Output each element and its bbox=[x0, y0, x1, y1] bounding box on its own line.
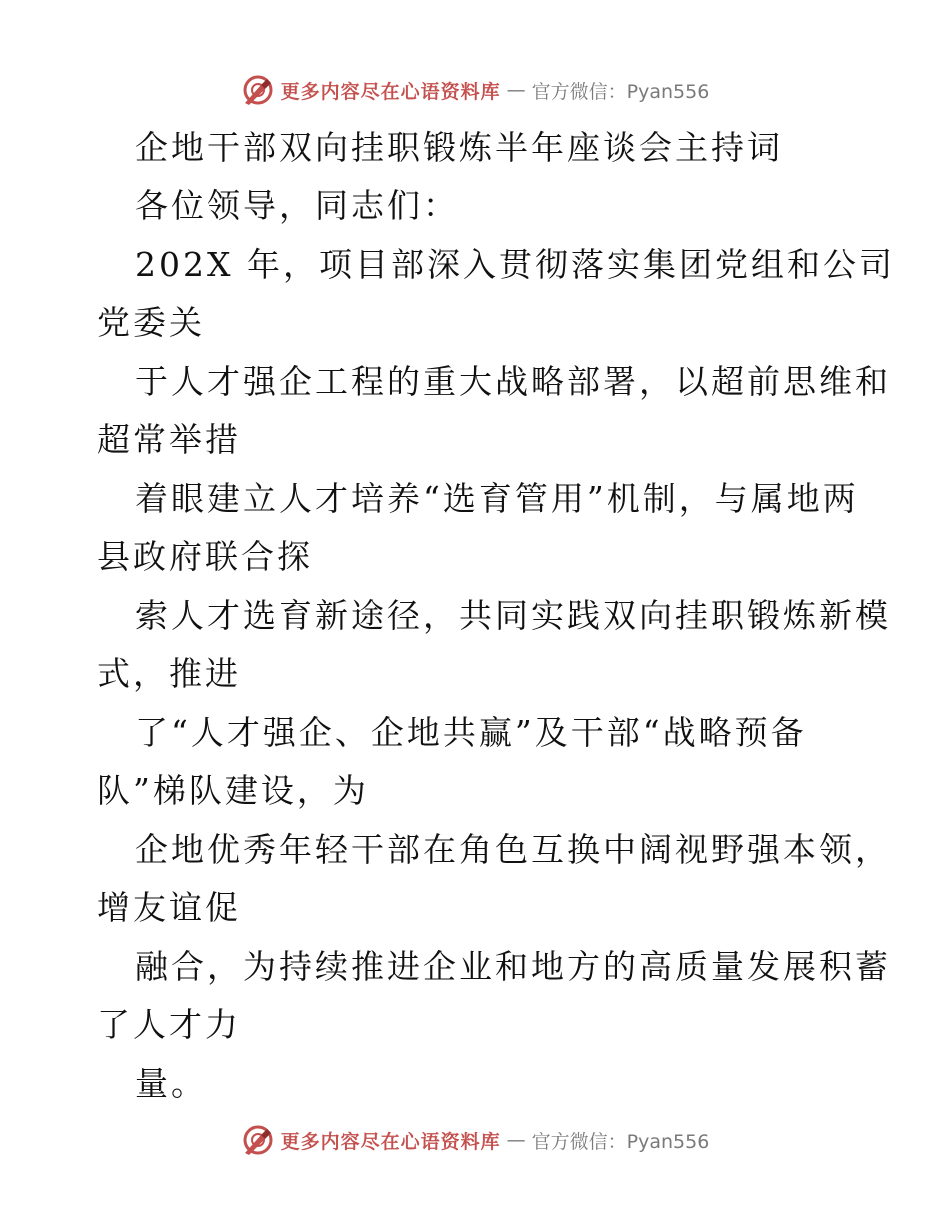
paragraph-line: 队”梯队建设，为 bbox=[97, 771, 369, 810]
paragraph-line: 了“人才强企、企地共赢”及干部“战略预备 bbox=[135, 713, 807, 752]
header-dash: — bbox=[506, 79, 526, 101]
paragraph-line: 着眼建立人才培养“选育管用”机制，与属地两 bbox=[135, 479, 859, 518]
paragraph-line: 量。 bbox=[135, 1064, 207, 1103]
document-title: 企地干部双向挂职锻炼半年座谈会主持词 bbox=[135, 128, 783, 167]
paragraph-line: 超常举措 bbox=[97, 420, 241, 459]
paragraph-line: 融合，为持续推进企业和地方的高质量发展积蓄 bbox=[135, 947, 891, 986]
footer-brand-text: 更多内容尽在心语资料库 bbox=[280, 1130, 501, 1153]
pen-logo-icon bbox=[241, 1123, 275, 1157]
paragraph-line: 索人才选育新途径，共同实践双向挂职锻炼新模 bbox=[135, 596, 891, 635]
paragraph-line: 党委关 bbox=[97, 303, 205, 342]
paragraph-line: 县政府联合探 bbox=[97, 537, 313, 576]
paragraph-line: 式，推进 bbox=[97, 654, 241, 693]
header-brand-text: 更多内容尽在心语资料库 bbox=[280, 80, 501, 103]
salutation: 各位领导，同志们： bbox=[135, 186, 459, 225]
header-banner bbox=[0, 70, 950, 110]
footer-banner bbox=[0, 1120, 950, 1160]
footer-dash: — bbox=[506, 1129, 526, 1151]
paragraph-line: 202X 年，项目部深入贯彻落实集团党组和公司 bbox=[135, 245, 895, 284]
paragraph-line: 了人才力 bbox=[97, 1005, 241, 1044]
header-wechat-text: 官方微信：Pyan556 bbox=[531, 80, 710, 103]
paragraph-line: 增友谊促 bbox=[97, 888, 241, 927]
pen-logo-icon bbox=[241, 73, 275, 107]
paragraph-line: 于人才强企工程的重大战略部署，以超前思维和 bbox=[135, 362, 891, 401]
paragraph-line: 企地优秀年轻干部在角色互换中阔视野强本领， bbox=[135, 830, 891, 869]
footer-wechat-text: 官方微信：Pyan556 bbox=[531, 1130, 710, 1153]
